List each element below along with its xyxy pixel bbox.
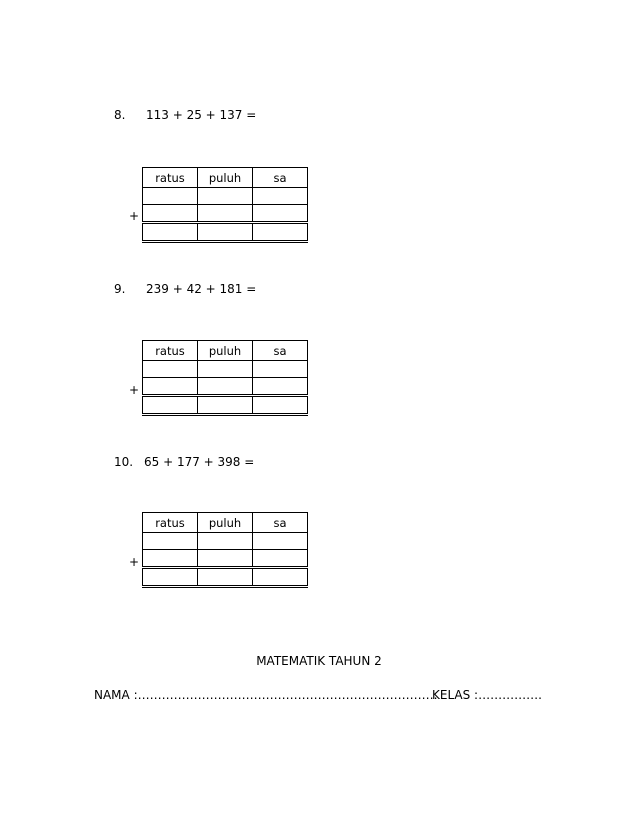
answer-cell[interactable] (253, 223, 308, 242)
answer-cell[interactable] (143, 378, 198, 396)
addend-row (143, 361, 308, 378)
question-expression: 239 + 42 + 181 = (146, 282, 257, 296)
answer-cell[interactable] (253, 378, 308, 396)
table-header-row (143, 513, 308, 533)
addend-row (143, 533, 308, 550)
answer-cell[interactable] (253, 568, 308, 587)
answer-cell[interactable] (198, 223, 253, 242)
answer-cell[interactable] (253, 188, 308, 205)
answer-cell[interactable] (143, 361, 198, 378)
sum-row (143, 568, 308, 587)
answer-cell[interactable] (253, 396, 308, 415)
answer-cell[interactable] (198, 361, 253, 378)
answer-cell[interactable] (143, 568, 198, 587)
answer-cell[interactable] (143, 550, 198, 568)
answer-cell[interactable] (253, 533, 308, 550)
answer-cell[interactable] (198, 378, 253, 396)
place-value-table-10 (142, 512, 308, 588)
sum-row (143, 396, 308, 415)
question-number: 9. (114, 282, 126, 296)
answer-cell[interactable] (143, 533, 198, 550)
name-field[interactable]: NAMA :………………………………………………………………… (94, 688, 438, 702)
answer-cell[interactable] (198, 205, 253, 223)
answer-cell[interactable] (198, 188, 253, 205)
header-ratus: ratus (143, 168, 198, 188)
answer-cell[interactable] (198, 533, 253, 550)
question-number: 8. (114, 108, 126, 122)
plus-sign: + (129, 555, 140, 569)
header-ratus: ratus (143, 341, 198, 361)
plus-sign: + (129, 383, 140, 397)
question-expression: 113 + 25 + 137 = (146, 108, 257, 122)
plus-sign: + (129, 209, 140, 223)
table-header-row (143, 341, 308, 361)
answer-cell[interactable] (198, 396, 253, 415)
header-sa: sa (253, 168, 308, 188)
header-puluh: puluh (198, 513, 253, 533)
header-ratus: ratus (143, 513, 198, 533)
class-field[interactable]: KELAS :……………. (432, 688, 542, 702)
header-puluh: puluh (198, 168, 253, 188)
header-sa: sa (253, 341, 308, 361)
answer-cell[interactable] (143, 205, 198, 223)
question-number: 10. (114, 455, 134, 469)
answer-cell[interactable] (143, 223, 198, 242)
addend-row (143, 378, 308, 396)
place-value-table-8 (142, 167, 308, 243)
header-sa: sa (253, 513, 308, 533)
worksheet-title: MATEMATIK TAHUN 2 (256, 654, 382, 668)
header-puluh: puluh (198, 341, 253, 361)
answer-cell[interactable] (253, 205, 308, 223)
table-header-row (143, 168, 308, 188)
answer-cell[interactable] (143, 396, 198, 415)
answer-cell[interactable] (198, 550, 253, 568)
addend-row (143, 550, 308, 568)
addend-row (143, 188, 308, 205)
question-expression: 65 + 177 + 398 = (144, 455, 255, 469)
answer-cell[interactable] (198, 568, 253, 587)
answer-cell[interactable] (143, 188, 198, 205)
answer-cell[interactable] (253, 361, 308, 378)
addend-row (143, 205, 308, 223)
place-value-table-9 (142, 340, 308, 416)
answer-cell[interactable] (253, 550, 308, 568)
sum-row (143, 223, 308, 242)
